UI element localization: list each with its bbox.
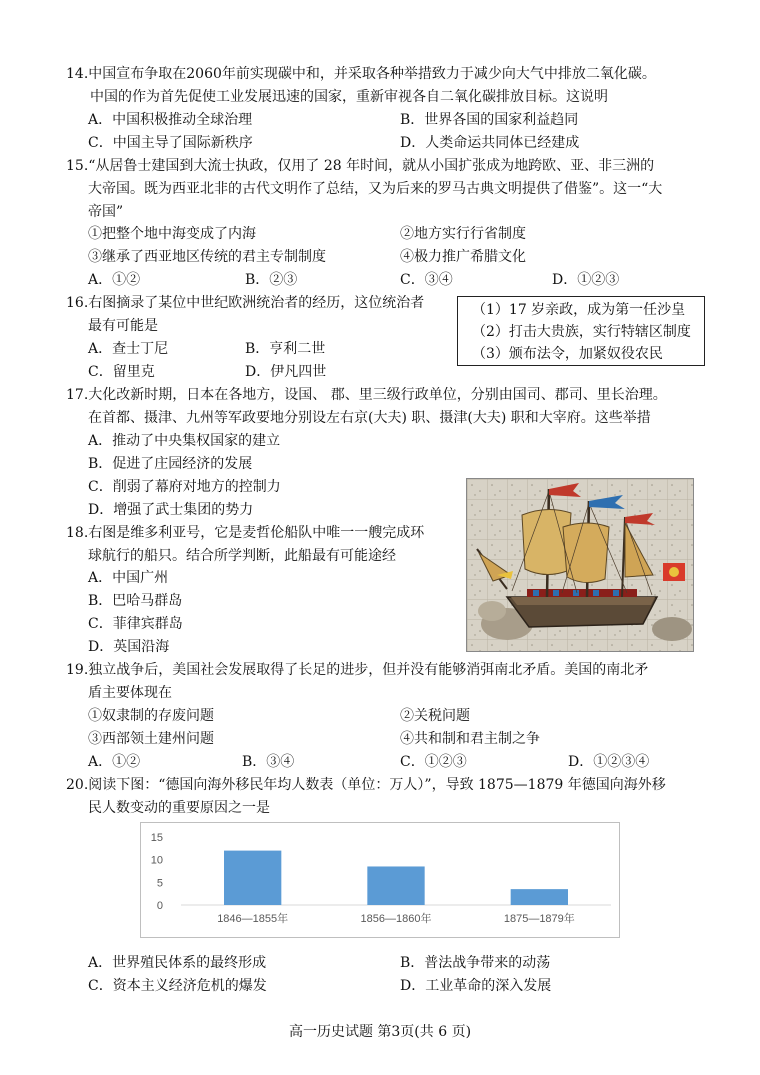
- q16-stem-line-1: 16.右图摘录了某位中世纪欧洲统治者的经历，这位统治者: [66, 295, 425, 311]
- q15-option-b: B．②③: [245, 272, 298, 288]
- q14-option-a: A．中国积极推动全球治理: [88, 112, 253, 128]
- q14-stem-line-2: 中国的作为首先促使工业发展迅速的国家，重新审视各自二氧化碳排放目标。这说明: [90, 89, 608, 105]
- x-tick-label: 1846—1855年: [217, 913, 289, 925]
- q19-item-2: ②关税问题: [400, 708, 470, 724]
- q20-stem-line-2: 民人数变动的重要原因之一是: [88, 800, 270, 816]
- q16-option-b: B．亨利二世: [245, 341, 326, 357]
- q19-option-c: C．①②③: [400, 754, 467, 770]
- q15-stem-line-2: 大帝国。既为西亚北非的古代文明作了总结，又为后来的罗马古典文明提供了借鉴”。这一“大: [88, 181, 663, 197]
- bar-3: [511, 889, 568, 905]
- q15-stem-line-1: 15.“从居鲁士建国到大流士执政，仅用了 28 年时间，就从小国扩张成为地跨欧、亚、非三洲的: [66, 158, 655, 174]
- q14-option-c: C．中国主导了国际新秩序: [88, 135, 253, 151]
- q19-stem-line-1: 19.独立战争后，美国社会发展取得了长足的进步，但并没有能够消弭南北矛盾。美国的南北矛: [66, 662, 649, 678]
- q17-stem-line-1: 17.大化改新时期，日本在各地方，设国、 郡、里三级行政单位，分别由国司、郡司、里长治理。: [66, 387, 667, 403]
- x-tick-label: 1875—1879年: [503, 913, 575, 925]
- q19-option-b: B．③④: [242, 754, 295, 770]
- bar-1: [224, 851, 281, 905]
- q17-option-c: C．削弱了幕府对地方的控制力: [88, 479, 281, 495]
- q20-option-d: D．工业革命的深入发展: [400, 978, 552, 994]
- q16-box-line-2: （2）打击大贵族，实行特辖区制度: [472, 324, 691, 340]
- q15-item-3: ③继承了西亚地区传统的君主专制制度: [88, 249, 326, 265]
- q18-stem-line-1: 18.右图是维多利亚号，它是麦哲伦船队中唯一一艘完成环: [66, 525, 425, 541]
- q14-option-b: B．世界各国的国家利益趋同: [400, 112, 579, 128]
- q17-stem-line-2: 在首都、摄津、九州等军政要地分别设左右京(大夫) 职、摄津(大夫) 职和大宰府。这些举措: [88, 410, 651, 426]
- victoria-ship-image: [466, 478, 694, 652]
- q18-option-d: D．英国沿海: [88, 639, 170, 655]
- q19-item-1: ①奴隶制的存废问题: [88, 708, 214, 724]
- y-tick-label: 5: [156, 877, 163, 890]
- bar-2: [367, 866, 424, 905]
- q20-option-a: A．世界殖民体系的最终形成: [88, 955, 267, 971]
- q14-stem-line-1: 14.中国宣布争取在2060年前实现碳中和，并采取各种举措致力于减少向大气中排放二氧化碳。: [66, 66, 656, 82]
- q17-option-d: D．增强了武士集团的势力: [88, 502, 254, 518]
- q15-item-2: ②地方实行行省制度: [400, 226, 526, 242]
- q16-option-a: A．查士丁尼: [88, 341, 169, 357]
- q15-item-4: ④极力推广希腊文化: [400, 249, 526, 265]
- q16-box-line-1: （1）17 岁亲政，成为第一任沙皇: [472, 302, 686, 318]
- q15-option-d: D．①②③: [552, 272, 620, 288]
- q20-option-c: C．资本主义经济危机的爆发: [88, 978, 267, 994]
- q18-option-a: A．中国广州: [88, 570, 169, 586]
- q15-item-1: ①把整个地中海变成了内海: [88, 226, 256, 242]
- q16-box-line-3: （3）颁布法令，加紧奴役农民: [472, 346, 663, 362]
- y-tick-label: 15: [150, 832, 163, 844]
- q16-option-d: D．伊凡四世: [245, 364, 327, 380]
- y-tick-label: 0: [156, 900, 163, 912]
- q15-option-a: A．①②: [88, 272, 141, 288]
- emigration-bar-chart: [140, 822, 620, 938]
- q19-option-a: A．①②: [88, 754, 141, 770]
- chart-svg: [141, 823, 619, 937]
- q20-stem-line-1: 20.阅读下图：“德国向海外移民年均人数表（单位：万人）”，导致 1875—1879 年德国向海外移: [66, 777, 666, 793]
- q19-stem-line-2: 盾主要体现在: [88, 685, 172, 701]
- q18-option-c: C．菲律宾群岛: [88, 616, 183, 632]
- q16-stem-line-2: 最有可能是: [88, 318, 158, 334]
- q19-item-3: ③西部领土建州问题: [88, 731, 214, 747]
- page-footer: 高一历史试题 第3页(共 6 页): [288, 1024, 472, 1040]
- q16-option-c: C．留里克: [88, 364, 155, 380]
- q17-option-a: A．推动了中央集权国家的建立: [88, 433, 281, 449]
- q15-stem-line-3: 帝国”: [88, 204, 124, 220]
- q19-item-4: ④共和制和君主制之争: [400, 731, 540, 747]
- q16-info-box: [457, 296, 705, 366]
- x-tick-label: 1856—1860年: [360, 913, 432, 925]
- q18-option-b: B．巴哈马群岛: [88, 593, 183, 609]
- y-tick-label: 10: [150, 854, 163, 867]
- q17-option-b: B．促进了庄园经济的发展: [88, 456, 253, 472]
- q18-stem-line-2: 球航行的船只。结合所学判断，此船最有可能途经: [88, 548, 396, 564]
- q20-option-b: B．普法战争带来的动荡: [400, 955, 551, 971]
- q14-option-d: D．人类命运共同体已经建成: [400, 135, 580, 151]
- q15-option-c: C．③④: [400, 272, 453, 288]
- q19-option-d: D．①②③④: [568, 754, 650, 770]
